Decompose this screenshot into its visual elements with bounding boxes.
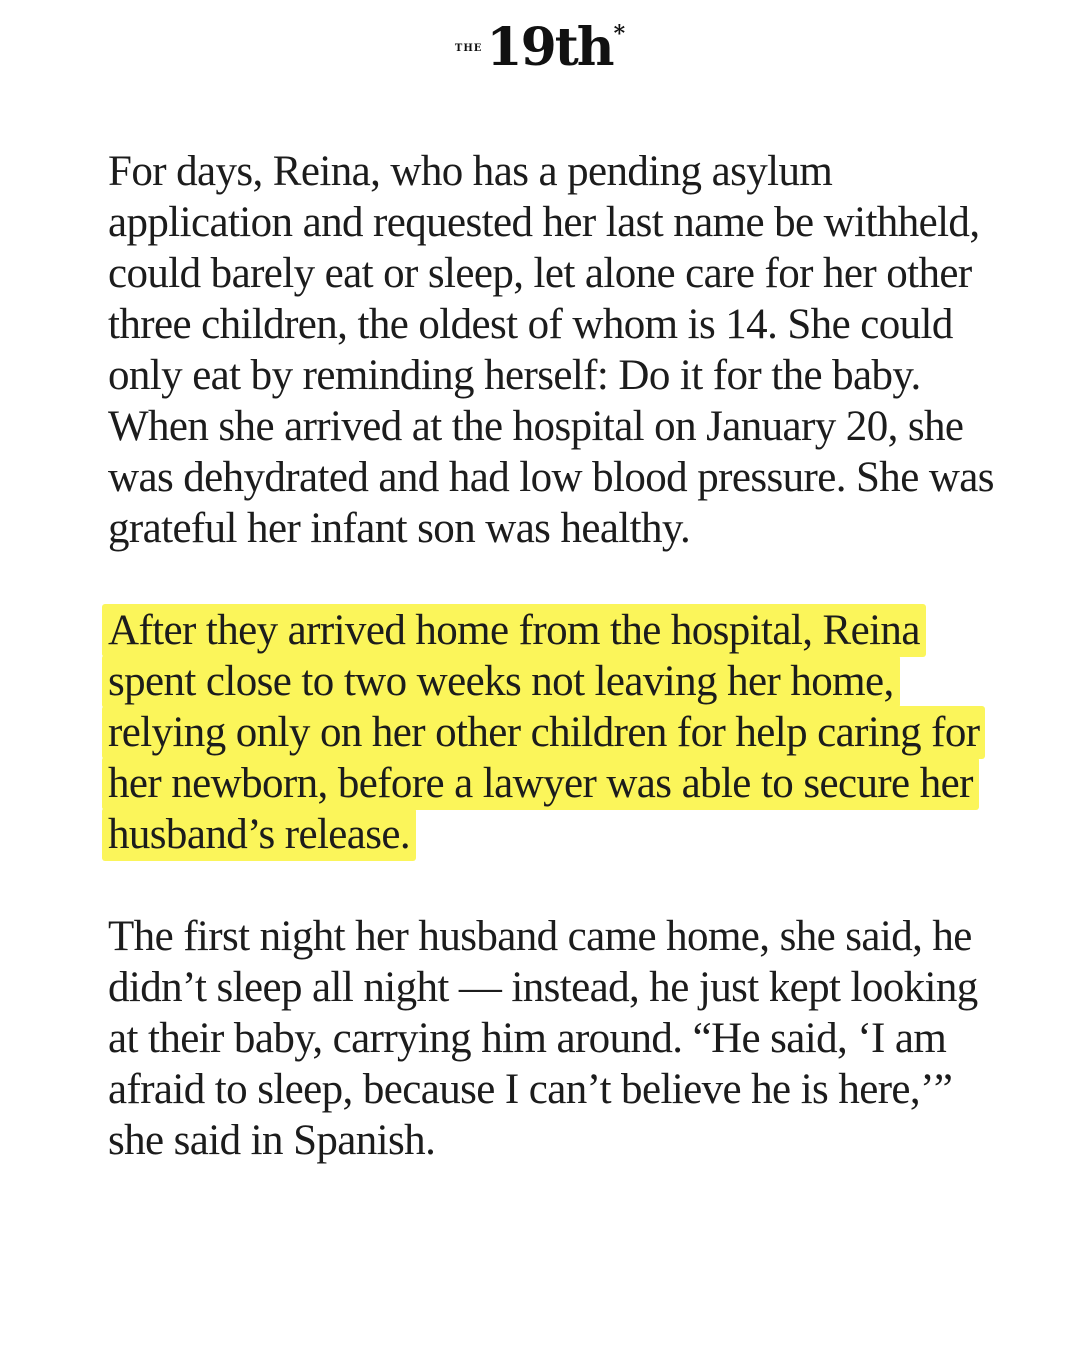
logo-asterisk: * xyxy=(613,21,626,47)
article-body xyxy=(108,146,1008,1166)
logo-name: 19th xyxy=(486,17,613,78)
article-paragraph-1: For days, Reina, who has a pending asylum application and requested her last name be withheld, could barely eat or sleep, let alone care for her other three children, the oldest of whom is 14. She could only eat by reminding herself: Do it for the baby. When she arrived at the hospital on January 20, she was dehydrated and had low blood pressure. She was grateful her infant son was healthy. xyxy=(108,148,994,552)
masthead-logo xyxy=(0,17,1080,78)
highlighted-text: After they arrived home from the hospital, Reina spent close to two weeks not leaving her home, relying only on her other children for help caring for her newborn, before a lawyer was able to secure her husband’s release. xyxy=(102,604,985,861)
article-paragraph-3: The first night her husband came home, she said, he didn’t sleep all night — instead, he just kept looking at their baby, carrying him around. “He said, ‘I am afraid to sleep, because I can’t believe he is here,’” she said in Spanish. xyxy=(108,913,978,1164)
article-paragraph-2 xyxy=(108,605,1008,860)
logo-the: THE xyxy=(454,43,483,54)
